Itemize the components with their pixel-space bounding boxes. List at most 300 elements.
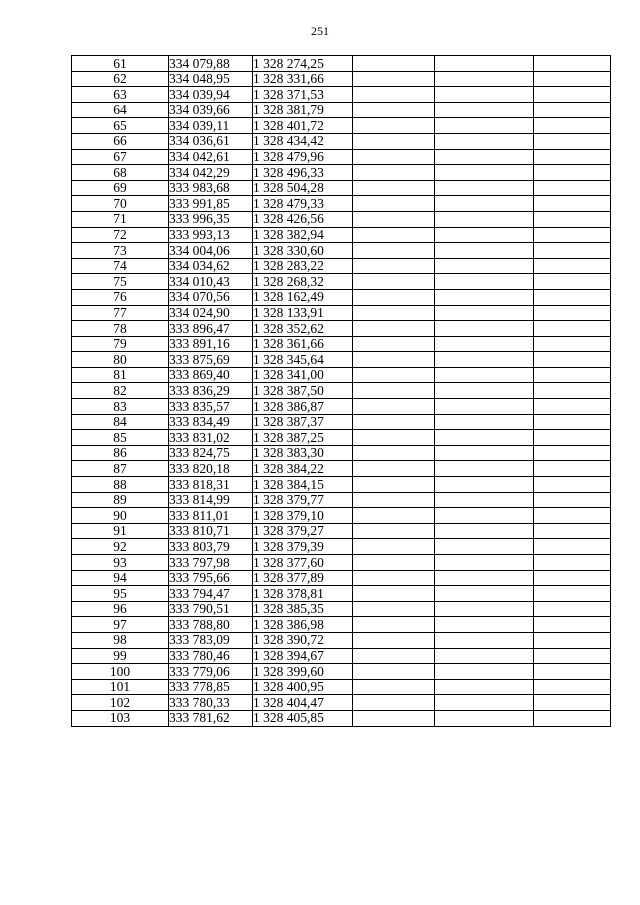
- empty-cell: [353, 321, 435, 337]
- y-coordinate-cell: 1 328 352,62: [253, 321, 353, 337]
- y-coordinate-cell: 1 328 387,50: [253, 383, 353, 399]
- empty-cell: [435, 492, 534, 508]
- table-row: [72, 133, 611, 149]
- empty-cell: [435, 445, 534, 461]
- empty-cell: [435, 336, 534, 352]
- point-number-cell: 71: [72, 211, 169, 227]
- empty-cell: [534, 445, 611, 461]
- y-coordinate-cell: 1 328 381,79: [253, 102, 353, 118]
- empty-cell: [353, 149, 435, 165]
- table-row: [72, 336, 611, 352]
- x-coordinate-cell: 334 048,95: [169, 71, 253, 87]
- x-coordinate-cell: 334 042,61: [169, 149, 253, 165]
- empty-cell: [353, 71, 435, 87]
- empty-cell: [353, 180, 435, 196]
- empty-cell: [534, 648, 611, 664]
- empty-cell: [435, 648, 534, 664]
- table-row: [72, 445, 611, 461]
- table-row: [72, 414, 611, 430]
- page-number: 251: [311, 24, 329, 38]
- empty-cell: [353, 414, 435, 430]
- x-coordinate-cell: 334 034,62: [169, 258, 253, 274]
- empty-cell: [353, 539, 435, 555]
- table-row: [72, 383, 611, 399]
- empty-cell: [534, 149, 611, 165]
- empty-cell: [353, 352, 435, 368]
- empty-cell: [353, 336, 435, 352]
- empty-cell: [353, 133, 435, 149]
- empty-cell: [353, 305, 435, 321]
- x-coordinate-cell: 333 996,35: [169, 211, 253, 227]
- table-row: [72, 321, 611, 337]
- y-coordinate-cell: 1 328 379,39: [253, 539, 353, 555]
- point-number-cell: 62: [72, 71, 169, 87]
- empty-cell: [435, 289, 534, 305]
- x-coordinate-cell: 333 778,85: [169, 679, 253, 695]
- point-number-cell: 78: [72, 321, 169, 337]
- table-row: [72, 695, 611, 711]
- y-coordinate-cell: 1 328 371,53: [253, 87, 353, 103]
- empty-cell: [435, 227, 534, 243]
- empty-cell: [534, 352, 611, 368]
- empty-cell: [353, 102, 435, 118]
- empty-cell: [353, 648, 435, 664]
- empty-cell: [534, 695, 611, 711]
- y-coordinate-cell: 1 328 384,15: [253, 477, 353, 493]
- empty-cell: [435, 383, 534, 399]
- table-row: [72, 165, 611, 181]
- empty-cell: [353, 399, 435, 415]
- empty-cell: [534, 399, 611, 415]
- table-row: [72, 227, 611, 243]
- empty-cell: [435, 679, 534, 695]
- empty-cell: [534, 601, 611, 617]
- point-number-cell: 98: [72, 632, 169, 648]
- table-row: [72, 632, 611, 648]
- empty-cell: [353, 56, 435, 72]
- empty-cell: [435, 352, 534, 368]
- empty-cell: [435, 461, 534, 477]
- empty-cell: [353, 695, 435, 711]
- point-number-cell: 94: [72, 570, 169, 586]
- point-number-cell: 76: [72, 289, 169, 305]
- x-coordinate-cell: 333 795,66: [169, 570, 253, 586]
- empty-cell: [353, 617, 435, 633]
- x-coordinate-cell: 333 824,75: [169, 445, 253, 461]
- y-coordinate-cell: 1 328 331,66: [253, 71, 353, 87]
- empty-cell: [435, 617, 534, 633]
- empty-cell: [435, 196, 534, 212]
- empty-cell: [534, 211, 611, 227]
- table-row: [72, 258, 611, 274]
- table-row: [72, 399, 611, 415]
- empty-cell: [353, 227, 435, 243]
- empty-cell: [534, 180, 611, 196]
- empty-cell: [534, 555, 611, 571]
- x-coordinate-cell: 334 039,66: [169, 102, 253, 118]
- x-coordinate-cell: 333 993,13: [169, 227, 253, 243]
- x-coordinate-cell: 334 010,43: [169, 274, 253, 290]
- point-number-cell: 96: [72, 601, 169, 617]
- y-coordinate-cell: 1 328 479,33: [253, 196, 353, 212]
- x-coordinate-cell: 333 831,02: [169, 430, 253, 446]
- empty-cell: [435, 87, 534, 103]
- point-number-cell: 73: [72, 243, 169, 259]
- empty-cell: [353, 367, 435, 383]
- empty-cell: [435, 601, 534, 617]
- point-number-cell: 92: [72, 539, 169, 555]
- point-number-cell: 63: [72, 87, 169, 103]
- empty-cell: [534, 258, 611, 274]
- point-number-cell: 83: [72, 399, 169, 415]
- x-coordinate-cell: 333 991,85: [169, 196, 253, 212]
- empty-cell: [534, 430, 611, 446]
- x-coordinate-cell: 333 788,80: [169, 617, 253, 633]
- empty-cell: [435, 258, 534, 274]
- point-number-cell: 89: [72, 492, 169, 508]
- table-row: [72, 102, 611, 118]
- x-coordinate-cell: 334 004,06: [169, 243, 253, 259]
- y-coordinate-cell: 1 328 382,94: [253, 227, 353, 243]
- point-number-cell: 64: [72, 102, 169, 118]
- point-number-cell: 68: [72, 165, 169, 181]
- table-row: [72, 648, 611, 664]
- empty-cell: [353, 586, 435, 602]
- y-coordinate-cell: 1 328 379,10: [253, 508, 353, 524]
- x-coordinate-cell: 333 803,79: [169, 539, 253, 555]
- empty-cell: [534, 632, 611, 648]
- empty-cell: [353, 383, 435, 399]
- table-row: [72, 586, 611, 602]
- empty-cell: [534, 570, 611, 586]
- point-number-cell: 67: [72, 149, 169, 165]
- y-coordinate-cell: 1 328 378,81: [253, 586, 353, 602]
- point-number-cell: 86: [72, 445, 169, 461]
- empty-cell: [353, 274, 435, 290]
- empty-cell: [534, 133, 611, 149]
- point-number-cell: 61: [72, 56, 169, 72]
- table-row: [72, 679, 611, 695]
- y-coordinate-cell: 1 328 387,25: [253, 430, 353, 446]
- empty-cell: [435, 118, 534, 134]
- empty-cell: [353, 601, 435, 617]
- table-row: [72, 710, 611, 726]
- x-coordinate-cell: 333 790,51: [169, 601, 253, 617]
- y-coordinate-cell: 1 328 345,64: [253, 352, 353, 368]
- empty-cell: [435, 430, 534, 446]
- point-number-cell: 87: [72, 461, 169, 477]
- empty-cell: [353, 461, 435, 477]
- y-coordinate-cell: 1 328 383,30: [253, 445, 353, 461]
- empty-cell: [534, 274, 611, 290]
- x-coordinate-cell: 333 875,69: [169, 352, 253, 368]
- empty-cell: [534, 227, 611, 243]
- point-number-cell: 85: [72, 430, 169, 446]
- empty-cell: [435, 71, 534, 87]
- y-coordinate-cell: 1 328 330,60: [253, 243, 353, 259]
- y-coordinate-cell: 1 328 387,37: [253, 414, 353, 430]
- point-number-cell: 91: [72, 523, 169, 539]
- x-coordinate-cell: 333 794,47: [169, 586, 253, 602]
- point-number-cell: 101: [72, 679, 169, 695]
- point-number-cell: 70: [72, 196, 169, 212]
- table-row: [72, 352, 611, 368]
- y-coordinate-cell: 1 328 504,28: [253, 180, 353, 196]
- x-coordinate-cell: 334 024,90: [169, 305, 253, 321]
- empty-cell: [534, 617, 611, 633]
- x-coordinate-cell: 334 079,88: [169, 56, 253, 72]
- empty-cell: [435, 539, 534, 555]
- empty-cell: [435, 211, 534, 227]
- empty-cell: [435, 274, 534, 290]
- point-number-cell: 81: [72, 367, 169, 383]
- table-row: [72, 601, 611, 617]
- empty-cell: [534, 289, 611, 305]
- x-coordinate-cell: 333 836,29: [169, 383, 253, 399]
- empty-cell: [534, 679, 611, 695]
- empty-cell: [534, 523, 611, 539]
- empty-cell: [534, 87, 611, 103]
- x-coordinate-cell: 333 896,47: [169, 321, 253, 337]
- empty-cell: [435, 367, 534, 383]
- empty-cell: [353, 664, 435, 680]
- point-number-cell: 93: [72, 555, 169, 571]
- y-coordinate-cell: 1 328 386,87: [253, 399, 353, 415]
- empty-cell: [435, 305, 534, 321]
- y-coordinate-cell: 1 328 386,98: [253, 617, 353, 633]
- point-number-cell: 66: [72, 133, 169, 149]
- table-row: [72, 274, 611, 290]
- point-number-cell: 75: [72, 274, 169, 290]
- empty-cell: [534, 102, 611, 118]
- empty-cell: [534, 367, 611, 383]
- empty-cell: [534, 56, 611, 72]
- point-number-cell: 88: [72, 477, 169, 493]
- x-coordinate-cell: 333 818,31: [169, 477, 253, 493]
- point-number-cell: 99: [72, 648, 169, 664]
- y-coordinate-cell: 1 328 384,22: [253, 461, 353, 477]
- empty-cell: [534, 477, 611, 493]
- empty-cell: [435, 586, 534, 602]
- x-coordinate-cell: 333 820,18: [169, 461, 253, 477]
- y-coordinate-cell: 1 328 377,60: [253, 555, 353, 571]
- y-coordinate-cell: 1 328 404,47: [253, 695, 353, 711]
- empty-cell: [353, 508, 435, 524]
- y-coordinate-cell: 1 328 162,49: [253, 289, 353, 305]
- table-row: [72, 305, 611, 321]
- y-coordinate-cell: 1 328 379,77: [253, 492, 353, 508]
- x-coordinate-cell: 333 810,71: [169, 523, 253, 539]
- point-number-cell: 77: [72, 305, 169, 321]
- empty-cell: [353, 243, 435, 259]
- y-coordinate-cell: 1 328 377,89: [253, 570, 353, 586]
- point-number-cell: 65: [72, 118, 169, 134]
- table-row: [72, 149, 611, 165]
- empty-cell: [435, 695, 534, 711]
- point-number-cell: 100: [72, 664, 169, 680]
- y-coordinate-cell: 1 328 268,32: [253, 274, 353, 290]
- empty-cell: [435, 102, 534, 118]
- point-number-cell: 80: [72, 352, 169, 368]
- empty-cell: [534, 118, 611, 134]
- point-number-cell: 97: [72, 617, 169, 633]
- table-row: [72, 289, 611, 305]
- empty-cell: [534, 539, 611, 555]
- empty-cell: [435, 508, 534, 524]
- empty-cell: [435, 243, 534, 259]
- empty-cell: [353, 523, 435, 539]
- y-coordinate-cell: 1 328 274,25: [253, 56, 353, 72]
- point-number-cell: 74: [72, 258, 169, 274]
- y-coordinate-cell: 1 328 341,00: [253, 367, 353, 383]
- empty-cell: [435, 710, 534, 726]
- empty-cell: [353, 445, 435, 461]
- empty-cell: [435, 180, 534, 196]
- table-row: [72, 196, 611, 212]
- table-row: [72, 664, 611, 680]
- empty-cell: [534, 383, 611, 399]
- empty-cell: [435, 523, 534, 539]
- table-row: [72, 617, 611, 633]
- point-number-cell: 82: [72, 383, 169, 399]
- x-coordinate-cell: 334 042,29: [169, 165, 253, 181]
- y-coordinate-cell: 1 328 133,91: [253, 305, 353, 321]
- x-coordinate-cell: 333 814,99: [169, 492, 253, 508]
- y-coordinate-cell: 1 328 426,56: [253, 211, 353, 227]
- empty-cell: [353, 632, 435, 648]
- empty-cell: [353, 477, 435, 493]
- empty-cell: [435, 149, 534, 165]
- point-number-cell: 103: [72, 710, 169, 726]
- empty-cell: [435, 664, 534, 680]
- table-row: [72, 71, 611, 87]
- table-row: [72, 477, 611, 493]
- table-row: [72, 211, 611, 227]
- table-row: [72, 87, 611, 103]
- y-coordinate-cell: 1 328 405,85: [253, 710, 353, 726]
- x-coordinate-cell: 333 983,68: [169, 180, 253, 196]
- empty-cell: [534, 414, 611, 430]
- empty-cell: [435, 555, 534, 571]
- empty-cell: [534, 321, 611, 337]
- point-number-cell: 79: [72, 336, 169, 352]
- x-coordinate-cell: 333 891,16: [169, 336, 253, 352]
- x-coordinate-cell: 333 869,40: [169, 367, 253, 383]
- empty-cell: [435, 165, 534, 181]
- table-row: [72, 523, 611, 539]
- x-coordinate-cell: 333 797,98: [169, 555, 253, 571]
- empty-cell: [353, 492, 435, 508]
- empty-cell: [353, 211, 435, 227]
- x-coordinate-cell: 333 835,57: [169, 399, 253, 415]
- point-number-cell: 102: [72, 695, 169, 711]
- y-coordinate-cell: 1 328 479,96: [253, 149, 353, 165]
- x-coordinate-cell: 333 781,62: [169, 710, 253, 726]
- x-coordinate-cell: 334 036,61: [169, 133, 253, 149]
- empty-cell: [353, 679, 435, 695]
- empty-cell: [435, 399, 534, 415]
- empty-cell: [353, 196, 435, 212]
- empty-cell: [353, 555, 435, 571]
- y-coordinate-cell: 1 328 401,72: [253, 118, 353, 134]
- table-row: [72, 539, 611, 555]
- empty-cell: [534, 336, 611, 352]
- table-row: [72, 570, 611, 586]
- y-coordinate-cell: 1 328 400,95: [253, 679, 353, 695]
- empty-cell: [435, 56, 534, 72]
- x-coordinate-cell: 334 070,56: [169, 289, 253, 305]
- y-coordinate-cell: 1 328 379,27: [253, 523, 353, 539]
- point-number-cell: 84: [72, 414, 169, 430]
- x-coordinate-cell: 333 780,33: [169, 695, 253, 711]
- x-coordinate-cell: 333 783,09: [169, 632, 253, 648]
- table-row: [72, 56, 611, 72]
- empty-cell: [353, 258, 435, 274]
- x-coordinate-cell: 333 811,01: [169, 508, 253, 524]
- empty-cell: [534, 243, 611, 259]
- empty-cell: [353, 165, 435, 181]
- y-coordinate-cell: 1 328 390,72: [253, 632, 353, 648]
- empty-cell: [534, 664, 611, 680]
- empty-cell: [534, 461, 611, 477]
- empty-cell: [353, 289, 435, 305]
- coordinates-table-body: [72, 56, 611, 727]
- empty-cell: [435, 477, 534, 493]
- table-row: [72, 180, 611, 196]
- empty-cell: [534, 305, 611, 321]
- empty-cell: [353, 118, 435, 134]
- y-coordinate-cell: 1 328 496,33: [253, 165, 353, 181]
- empty-cell: [353, 710, 435, 726]
- table-row: [72, 555, 611, 571]
- table-row: [72, 243, 611, 259]
- table-row: [72, 430, 611, 446]
- x-coordinate-cell: 333 779,06: [169, 664, 253, 680]
- point-number-cell: 69: [72, 180, 169, 196]
- table-row: [72, 118, 611, 134]
- x-coordinate-cell: 334 039,94: [169, 87, 253, 103]
- empty-cell: [435, 632, 534, 648]
- y-coordinate-cell: 1 328 399,60: [253, 664, 353, 680]
- empty-cell: [534, 492, 611, 508]
- y-coordinate-cell: 1 328 385,35: [253, 601, 353, 617]
- y-coordinate-cell: 1 328 283,22: [253, 258, 353, 274]
- coordinates-table: [71, 55, 611, 727]
- y-coordinate-cell: 1 328 361,66: [253, 336, 353, 352]
- empty-cell: [534, 508, 611, 524]
- empty-cell: [435, 133, 534, 149]
- table-row: [72, 367, 611, 383]
- empty-cell: [534, 710, 611, 726]
- table-row: [72, 492, 611, 508]
- x-coordinate-cell: 333 780,46: [169, 648, 253, 664]
- table-row: [72, 508, 611, 524]
- empty-cell: [534, 165, 611, 181]
- empty-cell: [353, 570, 435, 586]
- y-coordinate-cell: 1 328 434,42: [253, 133, 353, 149]
- point-number-cell: 72: [72, 227, 169, 243]
- empty-cell: [353, 430, 435, 446]
- x-coordinate-cell: 333 834,49: [169, 414, 253, 430]
- point-number-cell: 90: [72, 508, 169, 524]
- empty-cell: [353, 87, 435, 103]
- empty-cell: [534, 586, 611, 602]
- empty-cell: [534, 196, 611, 212]
- point-number-cell: 95: [72, 586, 169, 602]
- empty-cell: [534, 71, 611, 87]
- x-coordinate-cell: 334 039,11: [169, 118, 253, 134]
- empty-cell: [435, 570, 534, 586]
